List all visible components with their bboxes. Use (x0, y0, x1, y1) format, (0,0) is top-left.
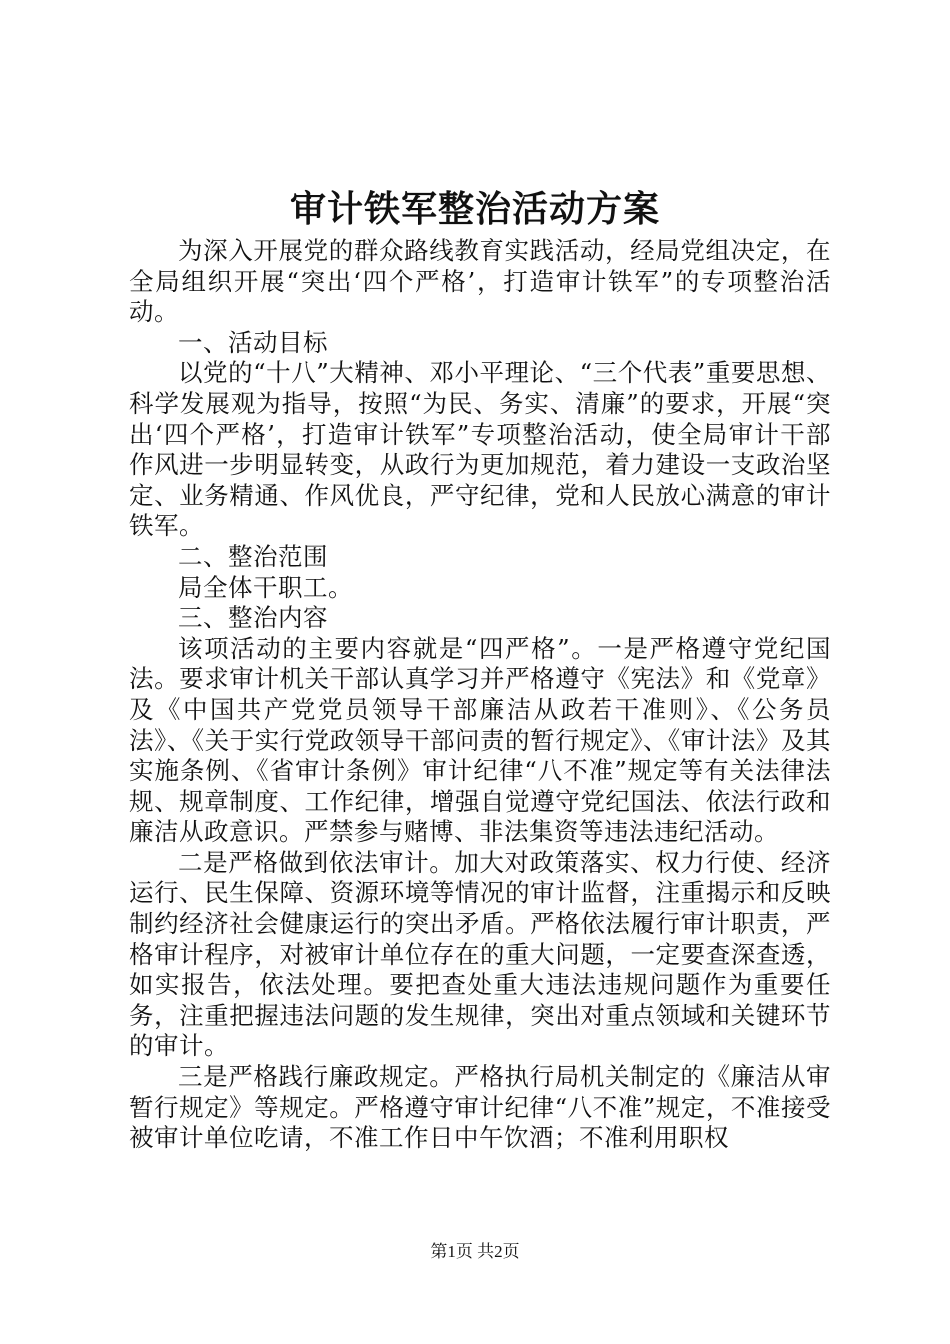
paragraph-content-second: 二是严格做到依法审计。加大对政策落实、权力行使、经济运行、民生保障、资源环境等情况的审计监督，注重揭示和反映制约经济社会健康运行的突出矛盾。严格依法履行审计职责，严格审计程序，对被审计单位存在的重大问题，一定要查深查透，如实报告，依法处理。要把查处重大违法违规问题作为重要任务，注重把握违法问题的发生规律，突出对重点领域和关键环节的审计。 (129, 847, 831, 1061)
heading-scope: 二、整治范围 (178, 541, 328, 571)
heading-content: 三、整治内容 (178, 603, 328, 633)
heading-activity-goal: 一、活动目标 (178, 327, 328, 357)
document-body (129, 236, 831, 1154)
document-title: 审计铁军整治活动方案 (289, 188, 660, 230)
paragraph-activity-goal: 以党的“十八”大精神、邓小平理论、“三个代表”重要思想、科学发展观为指导，按照“为民、务实、清廉”的要求，开展“突出‘四个严格’，打造审计铁军”专项整治活动，使全局审计干部作风进一步明显转变，从政行为更加规范，着力建设一支政治坚定、业务精通、作风优良，严守纪律，党和人民放心满意的审计铁军。 (129, 358, 831, 541)
paragraph-content-first: 该项活动的主要内容就是“四严格”。一是严格遵守党纪国法。要求审计机关干部认真学习并严格遵守《宪法》和《党章》及《中国共产党党员领导干部廉洁从政若干准则》、《公务员法》、《关于实行党政领导干部问责的暂行规定》、《审计法》及其实施条例、《省审计条例》审计纪律“八不准”规定等有关法律法规、规章制度、工作纪律，增强自觉遵守党纪国法、依法行政和廉洁从政意识。严禁参与赌博、非法集资等违法违纪活动。 (129, 633, 831, 847)
paragraph-intro: 为深入开展党的群众路线教育实践活动，经局党组决定，在全局组织开展“突出‘四个严格’，打造审计铁军”的专项整治活动。 (129, 236, 831, 327)
paragraph-scope: 局全体干职工。 (178, 572, 353, 602)
paragraph-content-third: 三是严格践行廉政规定。严格执行局机关制定的《廉洁从审暂行规定》等规定。严格遵守审计纪律“八不准”规定，不准接受被审计单位吃请，不准工作日中午饮酒；不准利用职权 (129, 1062, 831, 1153)
page-footer: 第1页 共2页 (430, 1242, 520, 1261)
